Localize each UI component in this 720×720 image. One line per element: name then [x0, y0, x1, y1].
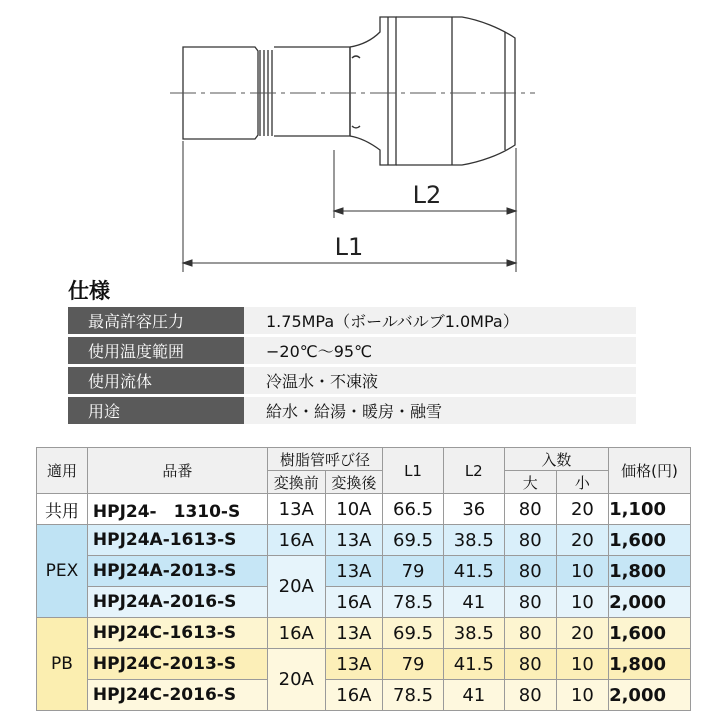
- price: 2,000: [609, 680, 691, 711]
- price: 1,800: [609, 556, 691, 587]
- header-price: 価格(円): [609, 448, 691, 494]
- l1-value: 79: [383, 649, 444, 680]
- spec-row: [68, 397, 636, 424]
- l1-value: 66.5: [383, 494, 444, 525]
- middle-sleeve-outline: [274, 47, 350, 136]
- spec-label: 使用流体: [68, 367, 244, 394]
- qty-large: 80: [504, 494, 556, 525]
- table-row: [37, 587, 691, 618]
- size-after: 13A: [325, 618, 383, 649]
- header-part-number: 品番: [87, 448, 267, 494]
- price: 1,600: [609, 618, 691, 649]
- l2-value: 38.5: [443, 525, 504, 556]
- spec-row: [68, 307, 636, 334]
- header-quantity: 入数: [504, 448, 608, 471]
- table-row: [37, 680, 691, 711]
- l2-value: 41: [443, 680, 504, 711]
- l1-value: 78.5: [383, 680, 444, 711]
- spec-label: 用途: [68, 397, 244, 424]
- qty-large: 80: [504, 649, 556, 680]
- qty-large: 80: [504, 556, 556, 587]
- table-row: [37, 618, 691, 649]
- qty-small: 20: [556, 618, 608, 649]
- header-application: 適用: [37, 448, 88, 494]
- table-row: [37, 525, 691, 556]
- shoulder-outline: [350, 17, 396, 165]
- l1-value: 79: [383, 556, 444, 587]
- size-after: 16A: [325, 680, 383, 711]
- nut-outline: [396, 17, 515, 165]
- spec-label: 最高許容圧力: [68, 307, 244, 334]
- qty-small: 10: [556, 649, 608, 680]
- l2-value: 38.5: [443, 618, 504, 649]
- header-large: 大: [504, 471, 556, 494]
- size-after: 13A: [325, 649, 383, 680]
- qty-small: 10: [556, 680, 608, 711]
- l1-value: 69.5: [383, 525, 444, 556]
- size-after: 10A: [325, 494, 383, 525]
- qty-large: 80: [504, 587, 556, 618]
- spec-value: 1.75MPa（ボールバルブ1.0MPa）: [244, 307, 636, 334]
- header-resin-size: 樹脂管呼び径: [267, 448, 382, 471]
- size-after: 13A: [325, 556, 383, 587]
- l1-value: 69.5: [383, 618, 444, 649]
- l2-value: 41: [443, 587, 504, 618]
- size-after: 16A: [325, 587, 383, 618]
- part-number: HPJ24A-1613-S: [87, 525, 267, 556]
- part-number: HPJ24A-2016-S: [87, 587, 267, 618]
- l2-value: 36: [443, 494, 504, 525]
- qty-small: 10: [556, 587, 608, 618]
- qty-small: 10: [556, 556, 608, 587]
- qty-large: 80: [504, 680, 556, 711]
- l1-value: 78.5: [383, 587, 444, 618]
- price: 2,000: [609, 587, 691, 618]
- size-before-merged: 20A: [267, 556, 325, 618]
- size-before: 16A: [267, 618, 325, 649]
- size-after: 13A: [325, 525, 383, 556]
- header-after: 変換後: [325, 471, 383, 494]
- qty-large: 80: [504, 618, 556, 649]
- table-row: [37, 556, 691, 587]
- table-row: [37, 649, 691, 680]
- group-pb: PB: [37, 618, 88, 711]
- l2-value: 41.5: [443, 649, 504, 680]
- header-small: 小: [556, 471, 608, 494]
- size-before: 13A: [267, 494, 325, 525]
- qty-small: 20: [556, 525, 608, 556]
- part-number: HPJ24C-1613-S: [87, 618, 267, 649]
- part-number: HPJ24C-2016-S: [87, 680, 267, 711]
- part-number: HPJ24A-2013-S: [87, 556, 267, 587]
- price: 1,600: [609, 525, 691, 556]
- spec-value: 給水・給湯・暖房・融雪: [244, 397, 636, 424]
- table-row: [37, 494, 691, 525]
- size-before: 16A: [267, 525, 325, 556]
- header-l2: L2: [443, 448, 504, 494]
- spec-value: −20℃〜95℃: [244, 337, 636, 364]
- size-before-merged: 20A: [267, 649, 325, 711]
- l1-label: L1: [334, 233, 364, 261]
- spec-label: 使用温度範囲: [68, 337, 244, 364]
- fitting-drawing: [0, 0, 720, 280]
- part-number: HPJ24C-2013-S: [87, 649, 267, 680]
- header-before: 変換前: [267, 471, 325, 494]
- header-l1: L1: [383, 448, 444, 494]
- group-common: 共用: [37, 494, 88, 525]
- spec-value: 冷温水・不凍液: [244, 367, 636, 394]
- part-number: HPJ24- 1310-S: [87, 494, 267, 525]
- qty-large: 80: [504, 525, 556, 556]
- group-pex: PEX: [37, 525, 88, 618]
- spec-row: [68, 337, 636, 364]
- l2-value: 41.5: [443, 556, 504, 587]
- spec-title: 仕様: [68, 279, 110, 303]
- spec-row: [68, 367, 636, 394]
- price: 1,800: [609, 649, 691, 680]
- l2-label: L2: [412, 181, 442, 209]
- price: 1,100: [609, 494, 691, 525]
- spec-table: [68, 304, 636, 427]
- qty-small: 20: [556, 494, 608, 525]
- product-table: [36, 447, 691, 711]
